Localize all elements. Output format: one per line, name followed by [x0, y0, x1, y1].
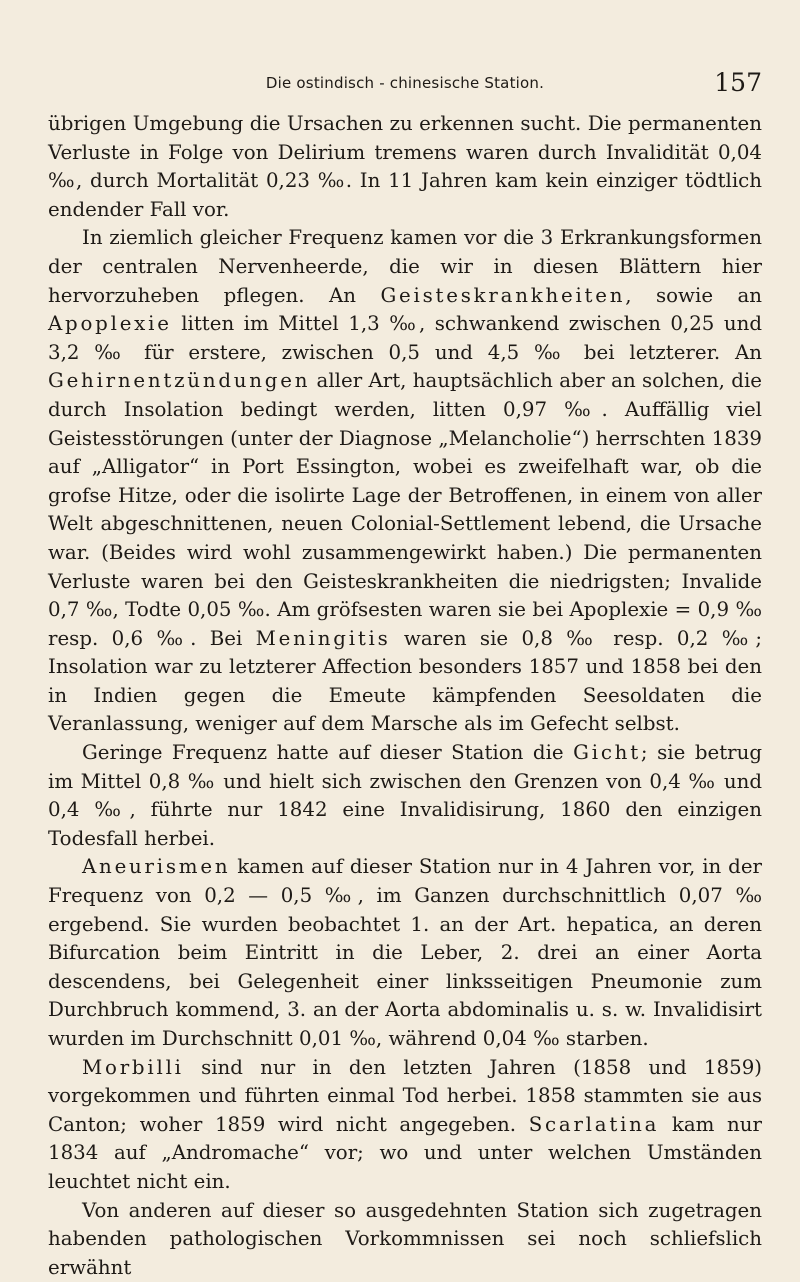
- page-header: [48, 70, 762, 102]
- text-run: ; sie betrug im Mittel 0,8 ‰ und hielt sich zwischen den Grenzen von 0,4 ‰ und 0,4 ‰, führte nur 1842 eine Invalidisirung, 1860 den einzigen Todesfall herbei.: [48, 741, 762, 850]
- text-run: Von anderen auf dieser so ausgedehnten Station sich zugetragen habenden pathologischen Vorkommnissen sei noch schliefslich erwähnt: [48, 1198, 762, 1279]
- paragraph: [48, 1054, 762, 1197]
- running-title: Die ostindisch - chinesische Station.: [265, 74, 545, 92]
- paragraph: [48, 1197, 762, 1282]
- paragraph: [48, 853, 762, 1053]
- emphasized-term: Geisteskrankheiten: [380, 283, 626, 307]
- text-run: kamen auf dieser Station nur in 4 Jahren vor, in der Frequenz von 0,2 — 0,5 ‰, im Ganzen durchschnittlich 0,07 ‰ ergebend. Sie wurden beobachtet 1. an der Art. hepatica, an deren Bifurcation beim Eintritt in die Leber, 2. drei an einer Aorta descendens, bei Gelegenheit einer linksseitigen Pneumonie zum Durchbruch kommend, 3. an der Aorta abdominalis u. s. w. Invalidisirt wurden im Durchschnitt 0,01 ‰, während 0,04 ‰ starben.: [48, 855, 762, 1050]
- emphasized-term: Gicht: [573, 741, 641, 765]
- text-run: übrigen Umgebung die Ursachen zu erkennen sucht. Die permanenten Verluste in Folge von Delirium tremens waren durch Invalidität 0,04 ‰, durch Mortalität 0,23 ‰. In 11 Jahren kam kein einziger tödtlich endender Fall vor.: [48, 112, 762, 221]
- paragraph: [48, 739, 762, 853]
- text-run: In ziemlich gleicher Frequenz kamen vor die 3 Erkrankungsformen der centralen Nervenheerde, die wir in diesen Blättern hier hervorzuheben pflegen. An: [48, 226, 762, 307]
- emphasized-term: Scarlatina: [528, 1112, 660, 1136]
- page-number: 157: [714, 68, 762, 97]
- text-run: kam nur 1834 auf „Andromache“ vor; wo und unter welchen Umständen leuchtet nicht ein.: [48, 1112, 762, 1193]
- text-run: Geringe Frequenz hatte auf dieser Station die: [82, 741, 574, 765]
- emphasized-term: Morbilli: [82, 1055, 184, 1079]
- body-text: [48, 110, 762, 1282]
- emphasized-term: Meningitis: [255, 626, 391, 650]
- text-run: sind nur in den letzten Jahren (1858 und 1859) vorgekommen und führten einmal Tod herbei. 1858 stammten sie aus Canton; woher 1859 wird nicht angegeben.: [48, 1055, 762, 1136]
- paragraph: [48, 110, 762, 224]
- text-run: aller Art, hauptsächlich aber an solchen, die durch Insolation bedingt werden, litten 0,97 ‰. Auffällig viel Geistesstörungen (unter der Diagnose „Melancholie“) herrschten 1839 auf „Alligator“ in Port Essington, wobei es zweifelhaft war, ob die grofse Hitze, oder die isolirte Lage der Betroffenen, in einem von aller Welt abgeschnittenen, neuen Colonial-Settlement lebend, die Ursache war. (Beides wird wohl zusammengewirkt haben.) Die permanenten Verluste waren bei den Geisteskrankheiten die niedrigsten; Invalide 0,7 ‰, Todte 0,05 ‰. Am gröfsesten waren sie bei Apoplexie = 0,9 ‰ resp. 0,6 ‰. Bei: [48, 369, 762, 650]
- paragraph: [48, 224, 762, 739]
- emphasized-term: Aneurismen: [82, 855, 231, 879]
- text-run: , sowie an: [625, 283, 762, 307]
- emphasized-term: Gehirnentzündungen: [48, 369, 311, 393]
- text-run: litten im Mittel 1,3 ‰, schwankend zwischen 0,25 und 3,2 ‰ für erstere, zwischen 0,5 und 4,5 ‰ bei letzterer. An: [48, 312, 762, 364]
- text-run: waren sie 0,8 ‰ resp. 0,2 ‰; Insolation war zu letzterer Affection besonders 1857 und 1858 bei den in Indien gegen die Emeute kämpfenden Seesoldaten die Veranlassung, weniger auf dem Marsche als im Gefecht selbst.: [48, 626, 762, 736]
- emphasized-term: Apoplexie: [48, 312, 172, 336]
